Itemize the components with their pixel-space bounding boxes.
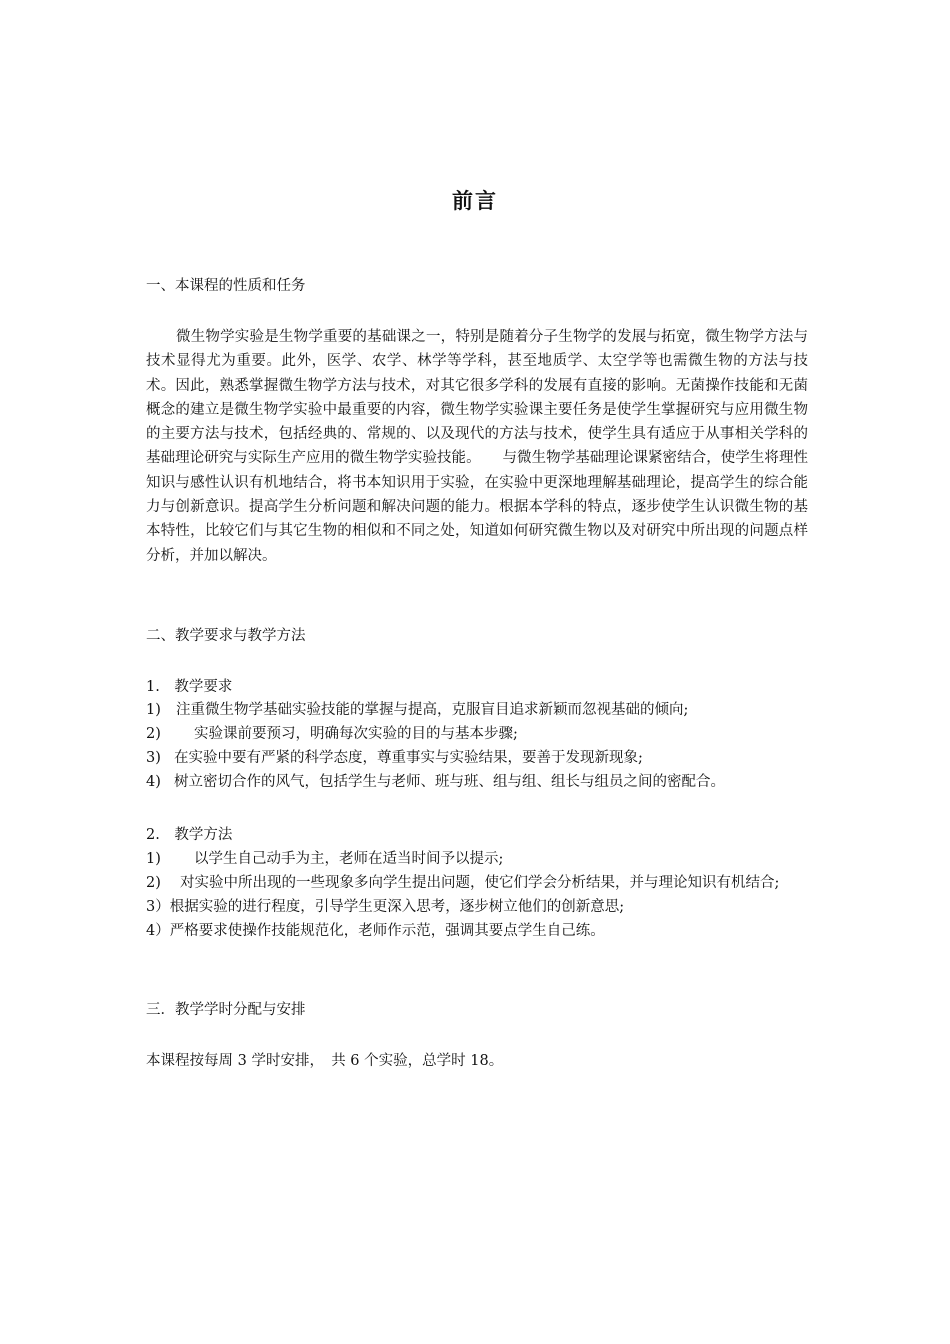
section-3-text: 本课程按每周 3 学时安排， 共 6 个实验，总学时 18。: [146, 1053, 504, 1069]
list-item: [146, 746, 808, 770]
section-1-heading: 一、本课程的性质和任务: [146, 278, 306, 294]
list-item-text: 实验课前要预习，明确每次实验的目的与基本步骤;: [194, 726, 518, 742]
list-item-text: 对实验中所出现的一些现象多向学生提出问题，使它们学会分析结果，并与理论知识有机结合;: [180, 875, 780, 891]
teaching-requirements-heading: 1. 教学要求: [146, 679, 233, 695]
section-1-paragraph: 微生物学实验是生物学重要的基础课之一，特别是随着分子生物学的发展与拓宽，微生物学方法与技术显得尤为重要。此外，医学、农学、林学等学科，甚至地质学、太空学等也需微生物的方法与技术。因此，熟悉掌握微生物学方法与技术，对其它很多学科的发展有直接的影响。无菌操作技能和无菌概念的建立是微生物学实验中最重要的内容，微生物学实验课主要任务是使学生掌握研究与应用微生物的主要方法与技术，包括经典的、常规的、以及现代的方法与技术，使学生具有适应于从事相关学科的基础理论研究与实际生产应用的微生物学实验技能。 与微生物学基础理论课紧密结合，使学生将理性知识与感性认识有机地结合，将书本知识用于实验，在实验中更深地理解基础理论，提高学生的综合能力与创新意识。提高学生分析问题和解决问题的能力。根据本学科的特点，逐步使学生认识微生物的基本特性，比较它们与其它生物的相似和不同之处，知道如何研究微生物以及对研究中所出现的问题点样分析，并加以解决。: [146, 329, 808, 564]
list-item-text: 在实验中要有严紧的科学态度，尊重事实与实验结果，要善于发现新现象;: [174, 750, 643, 766]
section-2-heading: 二、教学要求与教学方法: [146, 628, 306, 644]
section-3-heading: 三．教学学时分配与安排: [146, 1002, 306, 1018]
list-item: [146, 770, 808, 794]
list-item: [146, 919, 808, 943]
list-item-text: 树立密切合作的风气，包括学生与老师、班与班、组与组、组长与组员之间的密配合。: [174, 774, 725, 790]
teaching-methods-heading: 2. 教学方法: [146, 827, 233, 843]
list-item-text: 注重微生物学基础实验技能的掌握与提高，克服盲目追求新颖而忽视基础的倾向;: [176, 702, 689, 718]
list-item: [146, 847, 808, 871]
list-item-number: 4）: [146, 923, 170, 939]
list-item: [146, 722, 808, 746]
page-title: 前言: [452, 188, 498, 213]
list-item-number: 3）: [146, 899, 170, 915]
list-item-text: 根据实验的进行程度，引导学生更深入思考，逐步树立他们的创新意思;: [169, 899, 625, 915]
list-item-number: 2): [146, 726, 161, 742]
list-item-number: 1): [146, 851, 161, 867]
list-item: [146, 871, 808, 895]
list-item-number: 4): [146, 774, 161, 790]
list-item-number: 3): [146, 750, 161, 766]
list-item-number: 2): [146, 875, 161, 891]
requirements-list: [146, 698, 808, 794]
list-item-text: 严格要求使操作技能规范化，老师作示范，强调其要点学生自己练。: [169, 923, 605, 939]
list-item: [146, 698, 808, 722]
list-item: [146, 895, 808, 919]
methods-list: [146, 847, 808, 943]
list-item-number: 1): [146, 702, 161, 718]
list-item-text: 以学生自己动手为主，老师在适当时间予以提示;: [194, 851, 504, 867]
